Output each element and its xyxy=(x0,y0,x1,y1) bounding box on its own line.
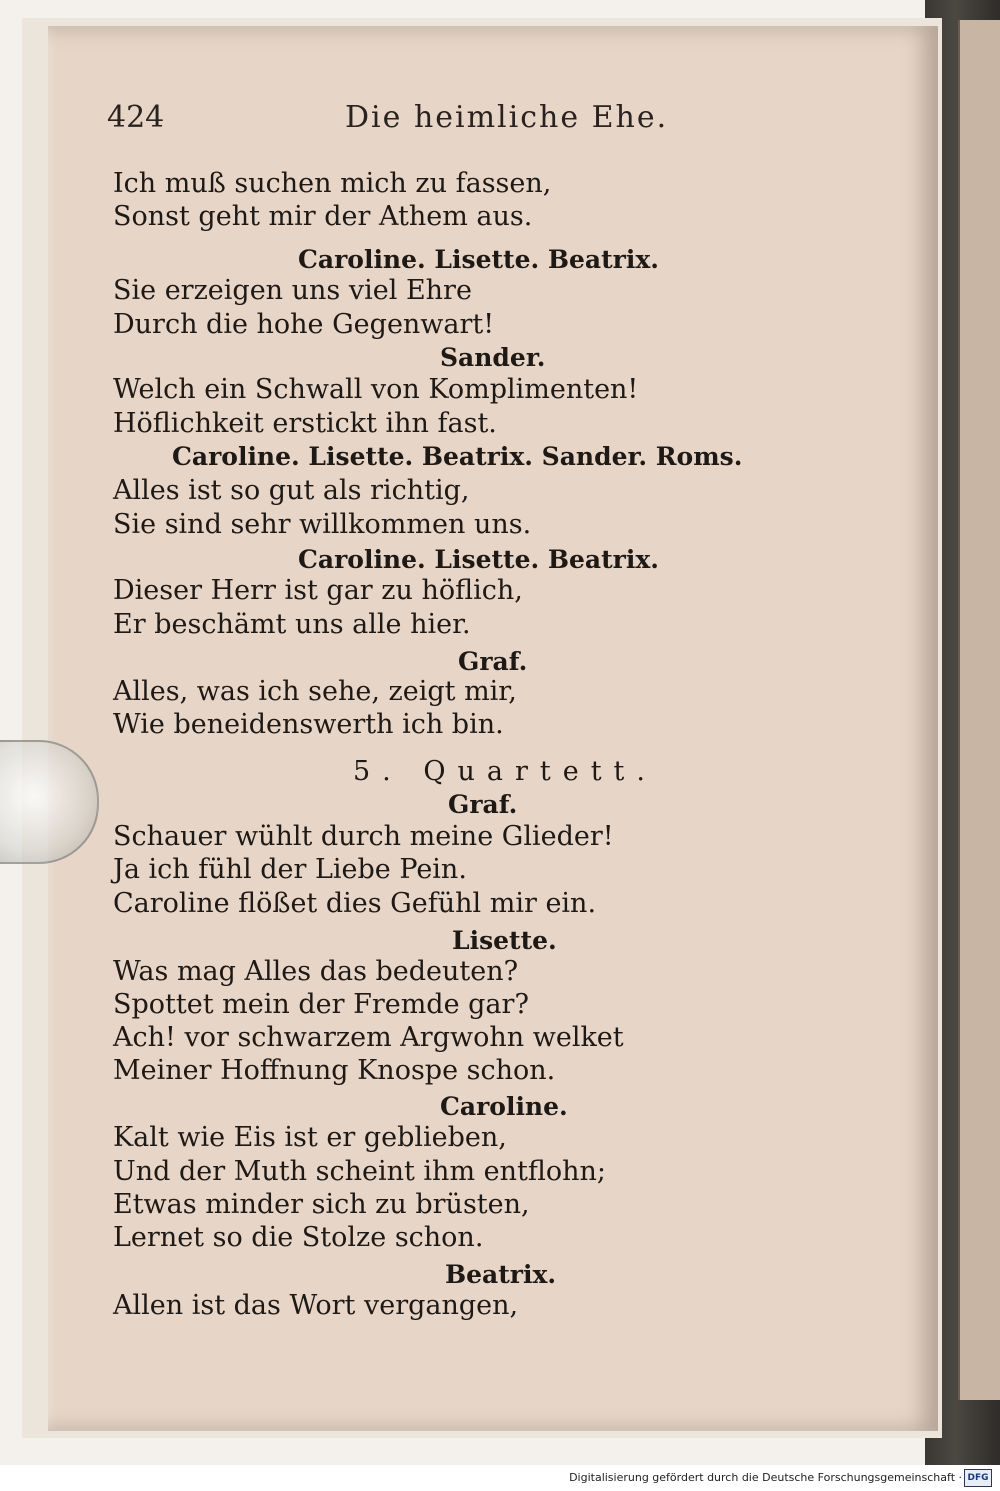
section-heading: 5. Quartett. xyxy=(353,756,657,787)
verse-line: Höflichkeit erstickt ihn fast. xyxy=(113,408,497,439)
verse-line: Ich muß suchen mich zu fassen, xyxy=(113,168,552,199)
verse-line: Wie beneidenswerth ich bin. xyxy=(113,709,504,740)
verse-line: Spottet mein der Fremde gar? xyxy=(113,989,529,1020)
verse-line: Sie erzeigen uns viel Ehre xyxy=(113,275,472,306)
page-number: 424 xyxy=(107,100,165,135)
verse-line: Lernet so die Stolze schon. xyxy=(113,1222,484,1253)
verse-line: Ja ich fühl der Liebe Pein. xyxy=(113,854,467,885)
digitization-footer xyxy=(0,1465,1000,1491)
verse-line: Meiner Hoffnung Knospe schon. xyxy=(113,1055,556,1086)
speaker-heading: Sander. xyxy=(440,343,546,372)
verse-line: Dieser Herr ist gar zu höflich, xyxy=(113,575,523,606)
speaker-heading: Beatrix. xyxy=(445,1260,557,1289)
verse-line: Schauer wühlt durch meine Glieder! xyxy=(113,821,614,852)
bleed-through-text xyxy=(608,226,938,1366)
speaker-heading: Lisette. xyxy=(452,926,557,955)
verse-line: Sie sind sehr willkommen uns. xyxy=(113,509,532,540)
verse-line: Etwas minder sich zu brüsten, xyxy=(113,1189,530,1220)
verse-line: Alles, was ich sehe, zeigt mir, xyxy=(113,676,517,707)
speaker-heading: Caroline. Lisette. Beatrix. xyxy=(298,545,659,574)
dfg-logo: DFG xyxy=(964,1469,992,1487)
speaker-heading: Caroline. Lisette. Beatrix. xyxy=(298,245,659,274)
page-header xyxy=(0,100,1000,144)
verse-line: Sonst geht mir der Athem aus. xyxy=(113,201,533,232)
facing-page-edge xyxy=(958,20,1000,1400)
running-title: Die heimliche Ehe. xyxy=(345,100,669,135)
verse-line: Welch ein Schwall von Komplimenten! xyxy=(113,374,639,405)
speaker-heading: Caroline. xyxy=(440,1092,568,1121)
speaker-heading: Graf. xyxy=(458,647,528,676)
verse-line: Was mag Alles das bedeuten? xyxy=(113,956,519,987)
speaker-heading: Graf. xyxy=(448,790,518,819)
verse-line: Caroline flößet dies Gefühl mir ein. xyxy=(113,888,597,919)
speaker-heading: Caroline. Lisette. Beatrix. Sander. Roms. xyxy=(172,442,743,471)
verse-line: Und der Muth scheint ihm entflohn; xyxy=(113,1156,606,1187)
verse-line: Alles ist so gut als richtig, xyxy=(113,475,470,506)
verse-line: Er beschämt uns alle hier. xyxy=(113,609,471,640)
verse-line: Allen ist das Wort vergangen, xyxy=(113,1290,519,1321)
verse-line: Kalt wie Eis ist er geblieben, xyxy=(113,1122,507,1153)
funding-credit: Digitalisierung gefördert durch die Deutsche Forschungsgemeinschaft · xyxy=(569,1471,962,1484)
verse-line: Durch die hohe Gegenwart! xyxy=(113,309,495,340)
verse-line: Ach! vor schwarzem Argwohn welket xyxy=(113,1022,624,1053)
